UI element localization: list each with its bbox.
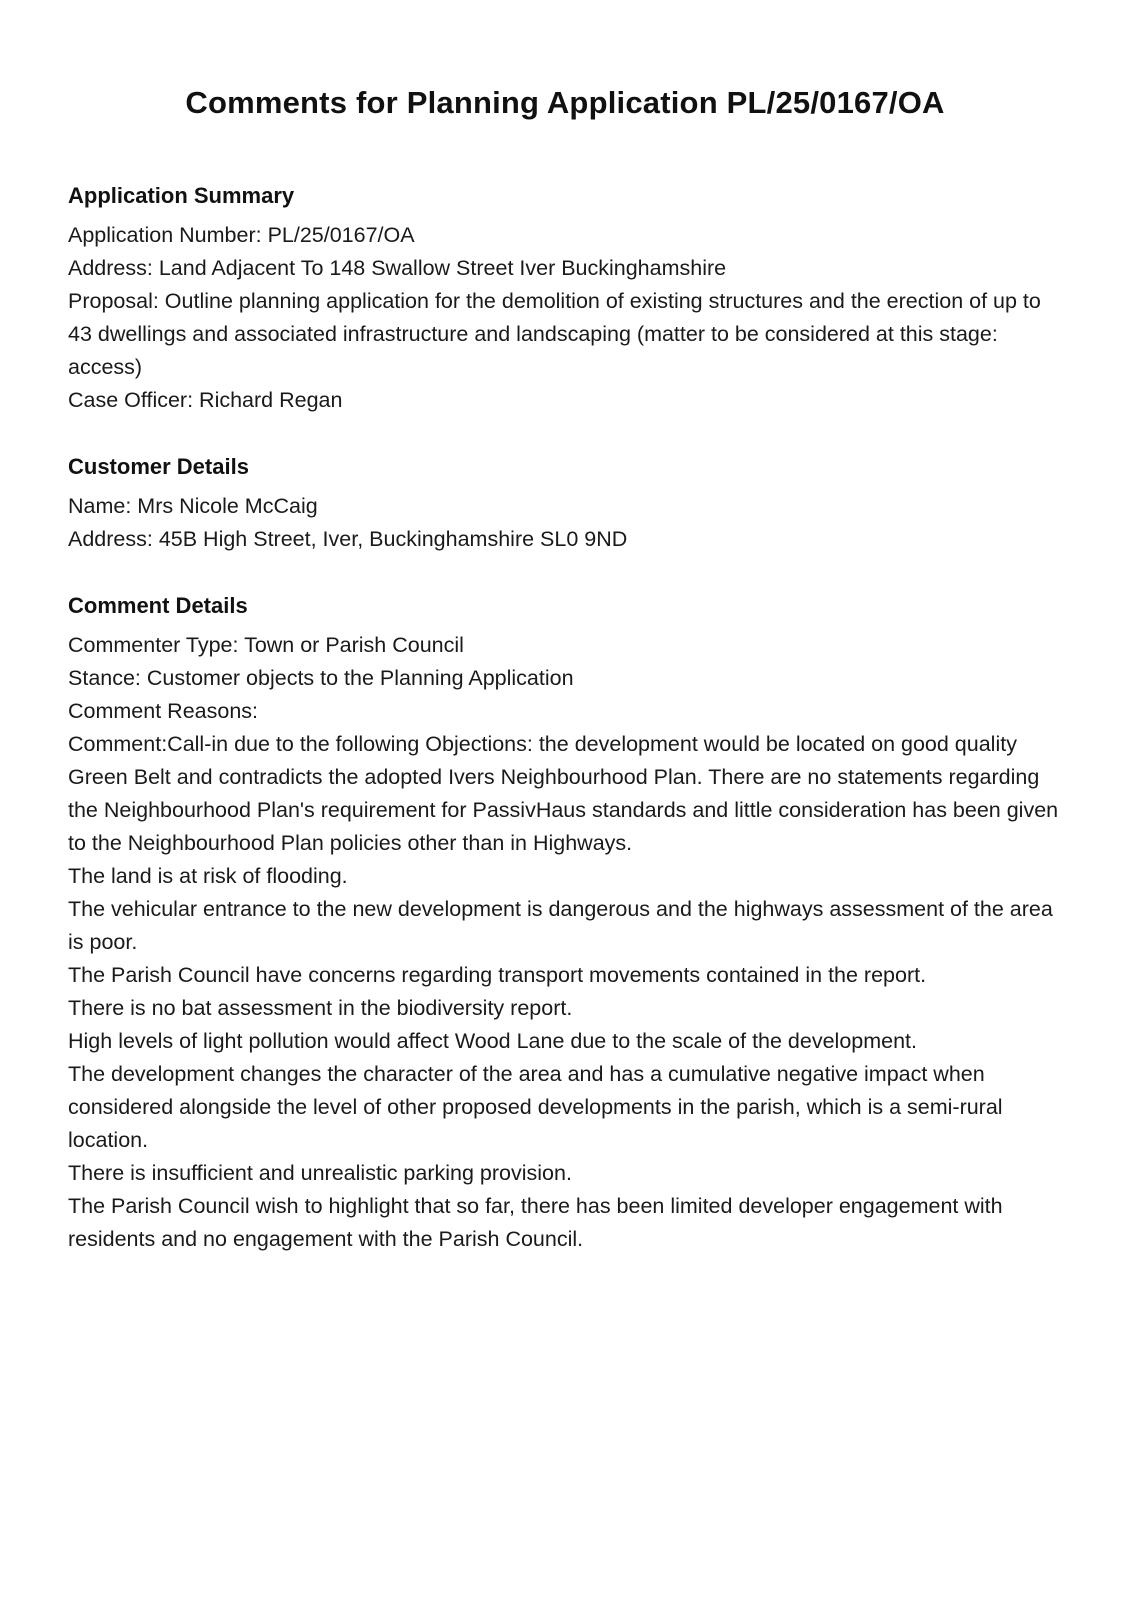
paragraph: Name: Mrs Nicole McCaig xyxy=(68,494,318,518)
paragraph: The Parish Council have concerns regarding transport movements contained in the report. xyxy=(68,963,927,987)
page-title: Comments for Planning Application PL/25/0167/OA xyxy=(185,85,945,120)
section xyxy=(68,593,1062,1256)
section-heading: Comment Details xyxy=(68,593,248,618)
paragraph: Address: Land Adjacent To 148 Swallow Street Iver Buckinghamshire xyxy=(68,256,727,280)
paragraph: Application Number: PL/25/0167/OA xyxy=(68,223,415,247)
paragraph: High levels of light pollution would affect Wood Lane due to the scale of the development. xyxy=(68,1029,918,1053)
paragraph: The land is at risk of flooding. xyxy=(68,864,348,888)
paragraph: Comment:Call-in due to the following Objections: the development would be located on good quality Green Belt and contradicts the adopted Ivers Neighbourhood Plan. There are no statements regarding the Neighbourhood Plan's requirement for PassivHaus standards and little consideration has been given to the Neighbourhood Plan policies other than in Highways. xyxy=(68,732,1059,855)
paragraph: Comment Reasons: xyxy=(68,699,258,723)
paragraph: Case Officer: Richard Regan xyxy=(68,388,343,412)
paragraph: Proposal: Outline planning application for the demolition of existing structures and the erection of up to 43 dwellings and associated infrastructure and landscaping (matter to be considered at this stage: access) xyxy=(68,289,1041,379)
paragraph: The Parish Council wish to highlight that so far, there has been limited developer engagement with residents and no engagement with the Parish Council. xyxy=(68,1194,1003,1251)
paragraph: Stance: Customer objects to the Planning Application xyxy=(68,666,574,690)
section-heading: Customer Details xyxy=(68,454,249,479)
section xyxy=(68,454,1062,556)
paragraph: Address: 45B High Street, Iver, Buckinghamshire SL0 9ND xyxy=(68,527,628,551)
paragraph: Commenter Type: Town or Parish Council xyxy=(68,633,464,657)
section-heading: Application Summary xyxy=(68,183,295,208)
paragraph: There is no bat assessment in the biodiversity report. xyxy=(68,996,573,1020)
paragraph: The vehicular entrance to the new development is dangerous and the highways assessment of the area is poor. xyxy=(68,897,1053,954)
paragraph: There is insufficient and unrealistic parking provision. xyxy=(68,1161,572,1185)
section xyxy=(68,183,1062,417)
sections-container xyxy=(68,183,1062,1256)
paragraph: The development changes the character of the area and has a cumulative negative impact when considered alongside the level of other proposed developments in the parish, which is a semi-rural location. xyxy=(68,1062,1003,1152)
